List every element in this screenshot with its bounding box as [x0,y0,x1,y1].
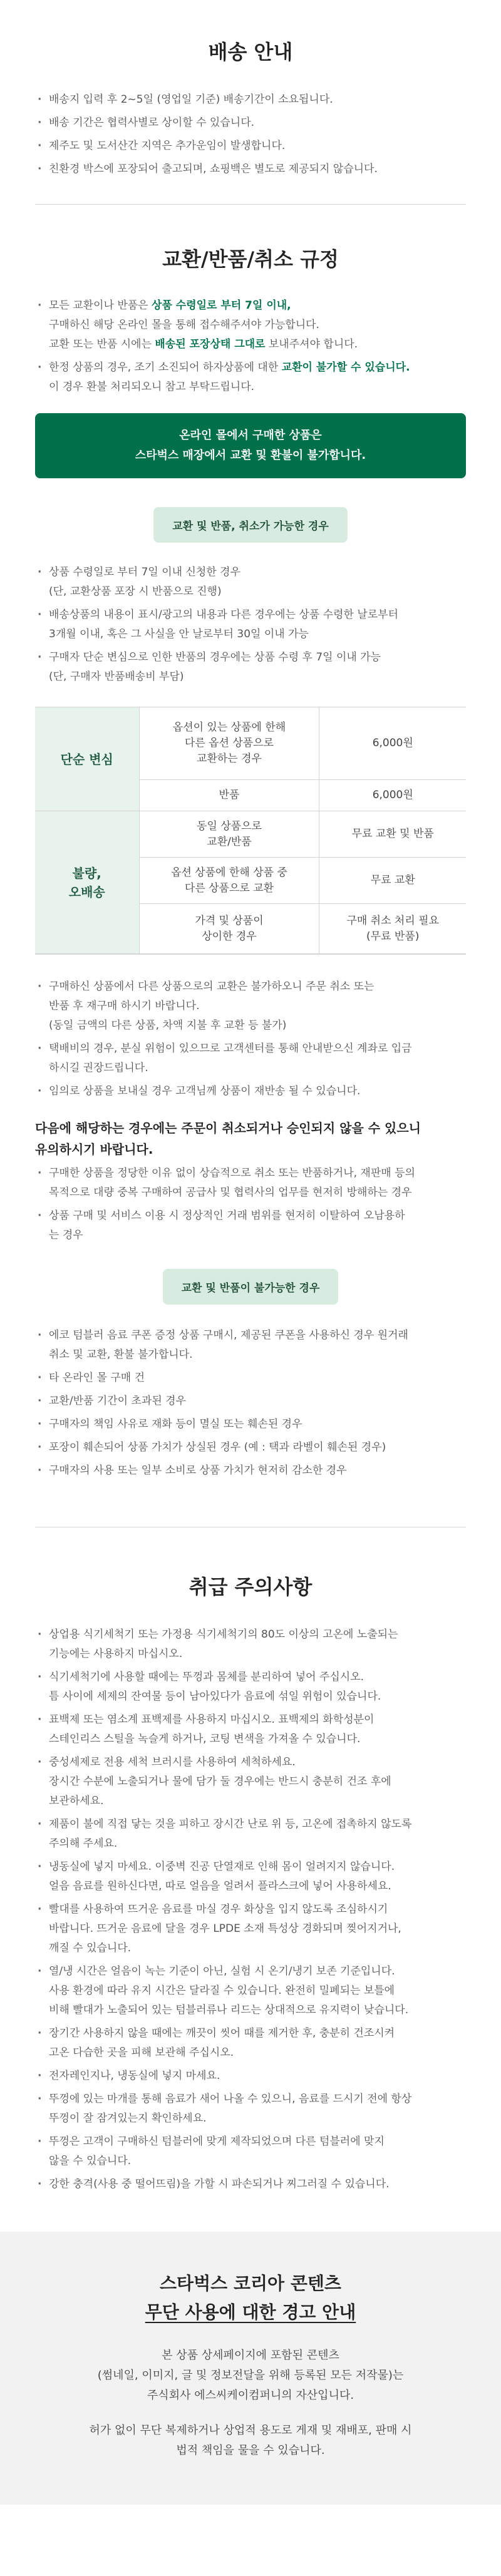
list-item: · 열/냉 시간은 얼음이 녹는 기준이 아닌, 실험 시 온기/냉기 보존 기준입니다. 사용 환경에 따라 유지 시간은 달라질 수 있습니다. 완전히 밀폐되는 보틀에 비해 빨대가 노출되어 있는 텀블러류나 리드는 상대적으로 유지력이 낮습니다. [35,1962,466,2020]
list-item: · 냉동실에 넣지 마세요. 이중벽 진공 단열재로 인해 몸이 얼려지지 않습니다. 얼음 음료를 원하신다면, 따로 얼음을 얼려서 플라스크에 넣어 사용하세요. [35,1857,466,1896]
list-item: · 상품 수령일로 부터 7일 이내 신청한 경우 (단, 교환상품 포장 시 반품으로 진행) [35,563,466,602]
list-item: · 에코 텀블러 음료 쿠폰 증정 상품 구매시, 제공된 쿠폰을 사용하신 경우 원거래 취소 및 교환, 환불 불가합니다. [35,1326,466,1365]
list-item: · 상업용 식기세척기 또는 가정용 식기세척기의 80도 이상의 고온에 노출되는 기능에는 사용하지 마십시오. [35,1625,466,1664]
list-item: · 뚜껑에 있는 마개를 통해 음료가 새어 나올 수 있으니, 음료를 드시기 전에 항상 뚜껑이 잘 잠겨있는지 확인하세요. [35,2090,466,2128]
list-item: · 타 온라인 몰 구매 건 [35,1368,466,1388]
list-item: · 임의로 상품을 보내실 경우 고객님께 상품이 재반송 될 수 있습니다. [35,1082,466,1101]
table-cell: 6,000원 [319,780,466,811]
highlight-text: 교환이 불가할 수 있습니다. [281,361,410,374]
simple-change-header: 단순 변심 [35,707,139,811]
shipping-title: 배송 안내 [208,40,293,64]
list-item: · 구매자 단순 변심으로 인한 반품의 경우에는 상품 수령 후 7일 이내 가능 (단, 구매자 반품배송비 부담) [35,648,466,687]
list-item: · 배송상품의 내용이 표시/광고의 내용과 다른 경우에는 상품 수령한 날로부터 3개월 이내, 혹은 그 사실을 안 날로부터 30일 이내 가능 [35,605,466,644]
copyright-warning [0,2232,501,2505]
warning-paragraph: 본 상품 상세페이지에 포함된 콘텐츠 (썸네일, 이미지, 글 및 정보전달을 위해 등록된 모든 저작물)는 주식회사 에스씨케이컴퍼니의 자산입니다. [97,2349,404,2402]
list-item: · 친환경 박스에 포장되어 출고되며, 쇼핑백은 별도로 제공되지 않습니다. [35,160,466,179]
exchange-notes-list [35,977,466,1101]
list-item: · 포장이 훼손되어 상품 가치가 상실된 경우 (예 : 택과 라벨이 훼손된 경우) [35,1438,466,1457]
list-item: · 강한 충격(사용 중 떨어뜨림)을 가할 시 파손되거나 찌그러질 수 있습니다. [35,2175,466,2194]
refund-rules-list [35,296,466,397]
possible-cases-label: 교환 및 반품, 취소가 가능한 경우 [153,507,348,543]
list-item: · 전자레인지나, 냉동실에 넣지 마세요. [35,2066,466,2086]
list-item: · 표백제 또는 염소계 표백제를 사용하지 마십시오. 표백제의 화학성분이 스테인리스 스틸을 녹슬게 하거나, 코팅 변색을 가져올 수 있습니다. [35,1710,466,1749]
table-cell: 가격 및 상품이 상이한 경우 [139,904,319,954]
table-cell: 옵션이 있는 상품에 한해 다른 옵션 상품으로 교환하는 경우 [139,707,319,780]
cancel-cases-list [35,1164,466,1245]
impossible-cases-label: 교환 및 반품이 불가능한 경우 [163,1269,339,1305]
list-item: · 배송지 입력 후 2~5일 (영업일 기준) 배송기간이 소요됩니다. [35,90,466,110]
table-cell: 옵션 상품에 한해 상품 중 다른 상품으로 교환 [139,858,319,904]
refund-title: 교환/반품/취소 규정 [162,247,339,271]
list-item: · 배송 기간은 협력사별로 상이할 수 있습니다. [35,113,466,133]
table-cell: 무료 교환 [319,858,466,904]
list-item: · 상품 구매 및 서비스 이용 시 정상적인 거래 범위를 현저히 이탈하여 오남용하 는 경우 [35,1206,466,1245]
list-item: · 장기간 사용하지 않을 때에는 깨끗이 씻어 때를 제거한 후, 충분히 건조시켜 고온 다습한 곳을 피해 보관해 주십시오. [35,2024,466,2063]
possible-cases-list [35,563,466,687]
warning-title: 스타벅스 코리아 콘텐츠 무단 사용에 대한 경고 안내 [145,2273,356,2322]
list-item: · 택배비의 경우, 분실 위험이 있으므로 고객센터를 통해 안내받으신 계좌로 입금 하시길 권장드립니다. [35,1039,466,1078]
list-item: · 구매자의 책임 사유로 재화 등이 멸실 또는 훼손된 경우 [35,1415,466,1434]
list-item: · 교환/반품 기간이 초과된 경우 [35,1392,466,1411]
list-item: · 구매자의 사용 또는 일부 소비로 상품 가치가 현저히 감소한 경우 [35,1461,466,1480]
shipping-list [35,90,466,179]
table-cell: 반품 [139,780,319,811]
divider [35,954,466,955]
list-item: · 구매하신 상품에서 다른 상품으로의 교환은 불가하오니 주문 취소 또는 반품 후 재구매 하시기 바랍니다. (동일 금액의 다른 상품, 차액 지불 후 교환 등 불가) [35,977,466,1035]
list-item: · 한정 상품의 경우, 조기 소진되어 하자상품에 대한 교환이 불가할 수 있습니다. 이 경우 환불 처리되오니 참고 부탁드립니다. [35,358,466,397]
defect-header: 불량, 오배송 [35,811,139,954]
shipping-section [0,0,501,179]
list-item: · 뚜껑은 고객이 구매하신 텀블러에 맞게 제작되었으며 다른 텀블러에 맞지 않을 수 있습니다. [35,2132,466,2171]
table-row [35,707,466,780]
impossible-cases-list [35,1326,466,1480]
list-item: · 모든 교환이나 반품은 상품 수령일로 부터 7일 이내, 구매하신 해당 온라인 몰을 통해 접수해주셔야 가능합니다. 교환 또는 반품 시에는 배송된 포장상태 그대로 보내주셔야 합니다. [35,296,466,354]
caution-list [35,1625,466,2194]
table-cell: 구매 취소 처리 필요 (무료 반품) [319,904,466,954]
list-item: · 제품이 불에 직접 닿는 것을 피하고 장시간 난로 위 등, 고온에 접촉하지 않도록 주의해 주세요. [35,1815,466,1854]
caution-title: 취급 주의사항 [189,1575,312,1599]
table-cell: 동일 상품으로 교환/반품 [139,811,319,858]
table-row [35,811,466,858]
caution-section [0,1527,501,2194]
cancel-warning-heading: 다음에 해당하는 경우에는 주문이 취소되거나 승인되지 않을 수 있으니 유의하시기 바랍니다. [35,1121,421,1157]
shipping-fee-table [35,707,466,954]
list-item: · 제주도 및 도서산간 지역은 추가운임이 발생합니다. [35,136,466,156]
highlight-text: 상품 수령일로 부터 7일 이내, [152,299,291,312]
list-item: · 구매한 상품을 정당한 이유 없이 상습적으로 취소 또는 반품하거나, 재판매 등의 목적으로 대량 중복 구매하여 공급사 및 협력사의 업무를 현저히 방해하는 경우 [35,1164,466,1203]
list-item: · 중성세제로 전용 세척 브러시를 사용하여 세척하세요. 장시간 수분에 노출되거나 물에 담가 둘 경우에는 반드시 충분히 건조 후에 보관하세요. [35,1753,466,1811]
list-item: · 빨대를 사용하여 뜨거운 음료를 마실 경우 화상을 입지 않도록 조심하시기 바랍니다. 뜨거운 음료에 달을 경우 LPDE 소재 특성상 경화되며 찢어지거나, 깨질 수 있습니다. [35,1900,466,1958]
highlight-text: 배송된 포장상태 그대로 [155,338,266,351]
store-refund-banner: 온라인 몰에서 구매한 상품은 스타벅스 매장에서 교환 및 환불이 불가합니다. [35,413,466,478]
table-cell: 무료 교환 및 반품 [319,811,466,858]
table-cell: 6,000원 [319,707,466,780]
refund-section [0,205,501,1480]
warning-paragraph: 허가 없이 무단 복제하거나 상업적 용도로 게재 및 재배포, 판매 시 법적 책임을 물을 수 있습니다. [89,2424,412,2457]
list-item: · 식기세척기에 사용할 때에는 뚜껑과 몸체를 분리하여 넣어 주십시오. 틈 사이에 세제의 잔여물 등이 남아있다가 음료에 섞일 위험이 있습니다. [35,1668,466,1706]
